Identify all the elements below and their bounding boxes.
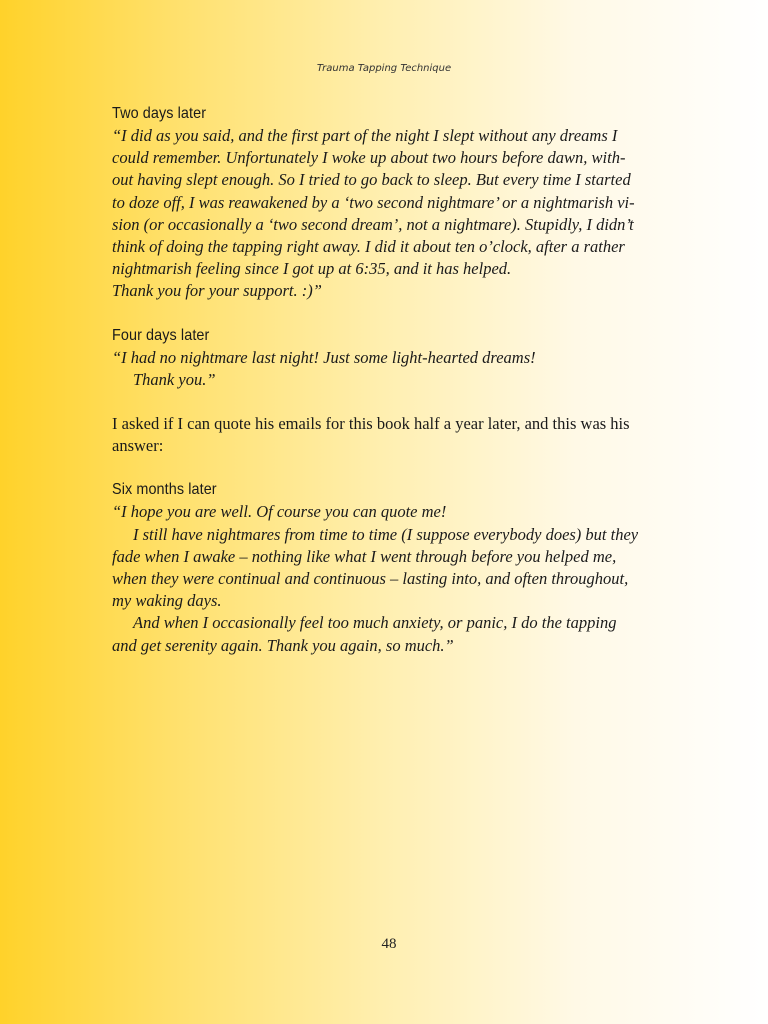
section-six-months-later bbox=[112, 479, 668, 656]
narration-paragraph bbox=[112, 413, 668, 457]
text-line: and get serenity again. Thank you again, so much.” bbox=[112, 635, 454, 655]
section-heading: Two days later bbox=[112, 105, 207, 122]
body-text bbox=[112, 413, 668, 457]
section-heading: Four days later bbox=[112, 326, 210, 344]
text-line: sion (or occasionally a ‘two second dream’, not a nightmare). Stupidly, I didn’t bbox=[112, 214, 634, 234]
text-line: my waking days. bbox=[112, 591, 222, 611]
section-two-days-later bbox=[112, 103, 668, 303]
text-line: fade when I awake – nothing like what I went through before you helped me, bbox=[112, 546, 617, 566]
text-line: I still have nightmares from time to time (I suppose everybody does) but they bbox=[133, 524, 639, 544]
running-header: Trauma Tapping Technique bbox=[316, 63, 452, 74]
email-quote bbox=[112, 347, 668, 391]
text-line: “I hope you are well. Of course you can quote me! bbox=[112, 502, 447, 522]
text-line: “I had no nightmare last night! Just some light-hearted dreams! bbox=[112, 347, 536, 367]
email-quote bbox=[112, 125, 668, 303]
text-line: to doze off, I was reawakened by a ‘two second nightmare’ or a nightmarish vi- bbox=[112, 192, 635, 212]
section-four-days-later bbox=[112, 325, 668, 391]
text-line: Thank you for your support. :)” bbox=[112, 281, 322, 301]
page-body bbox=[112, 103, 668, 679]
text-line: “I did as you said, and the first part of the night I slept without any dreams I bbox=[112, 126, 618, 145]
page-number: 48 bbox=[381, 936, 397, 952]
section-heading: Six months later bbox=[112, 481, 217, 499]
text-line: think of doing the tapping right away. I did it about ten o’clock, after a rather bbox=[112, 237, 625, 257]
text-line: nightmarish feeling since I got up at 6:35, and it has helped. bbox=[112, 259, 512, 279]
text-line: could remember. Unfortunately I woke up about two hours before dawn, with- bbox=[112, 148, 626, 168]
text-line: out having slept enough. So I tried to go back to sleep. But every time I started bbox=[112, 170, 631, 190]
text-line: I asked if I can quote his emails for this book half a year later, and this was his bbox=[112, 414, 630, 434]
email-quote bbox=[112, 501, 668, 656]
text-line: when they were continual and continuous – lasting into, and often throughout, bbox=[112, 569, 629, 589]
text-line: Thank you.” bbox=[133, 369, 216, 389]
text-line: answer: bbox=[112, 436, 164, 456]
text-line: And when I occasionally feel too much anxiety, or panic, I do the tapping bbox=[133, 613, 617, 633]
